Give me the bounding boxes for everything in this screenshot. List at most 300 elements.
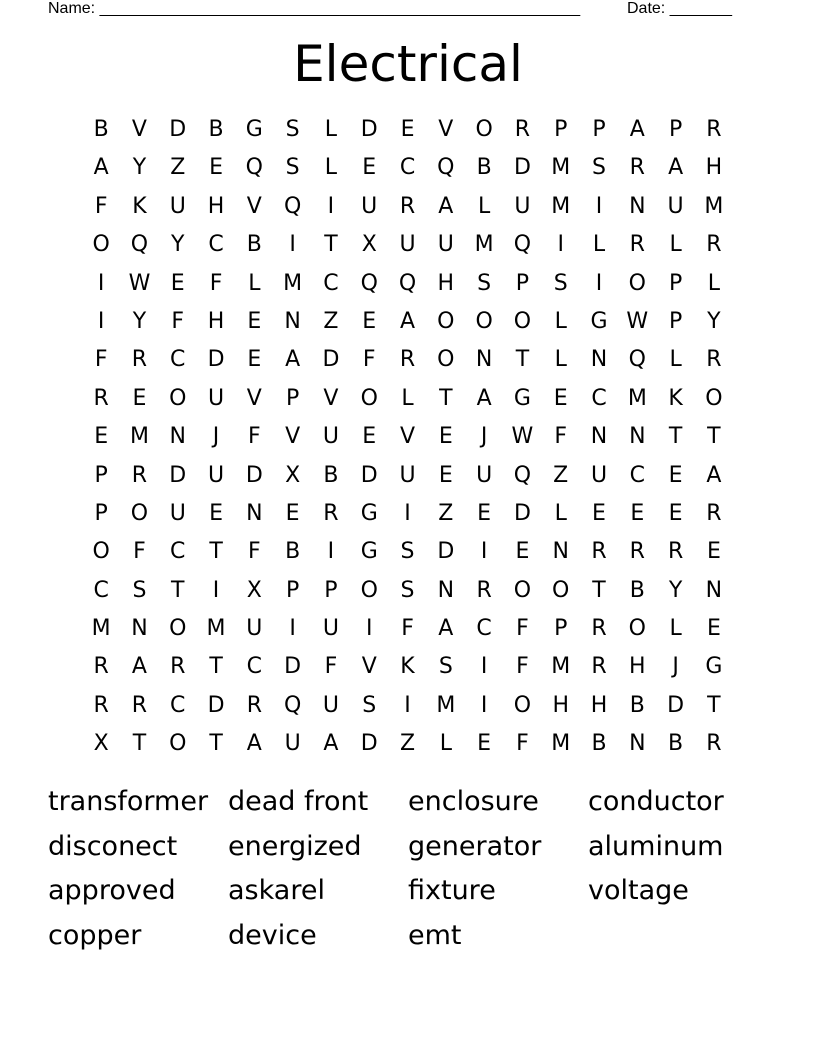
grid-letter: O bbox=[437, 308, 455, 334]
grid-letter: E bbox=[400, 117, 415, 142]
grid-letter: M bbox=[206, 616, 226, 642]
grid-letter: I bbox=[480, 539, 488, 565]
grid-letter: R bbox=[591, 539, 607, 565]
grid-letter: A bbox=[323, 731, 339, 757]
grid-letter: O bbox=[169, 731, 187, 757]
word-list-item: transformer bbox=[48, 786, 209, 817]
grid-letter: L bbox=[669, 232, 682, 258]
grid-letter: N bbox=[590, 424, 608, 450]
grid-letter: R bbox=[399, 193, 416, 219]
word-list-item: voltage bbox=[588, 875, 689, 907]
grid-letter: Z bbox=[399, 731, 416, 757]
grid-letter: U bbox=[322, 692, 339, 718]
grid-letter: D bbox=[322, 347, 340, 373]
grid-letter: R bbox=[667, 539, 684, 565]
grid-letter: O bbox=[513, 692, 532, 718]
grid-letter: P bbox=[592, 117, 606, 142]
grid-letter: H bbox=[705, 155, 723, 181]
word-list-item: askarel bbox=[228, 875, 325, 907]
grid-letter: M bbox=[474, 232, 494, 258]
grid-letter: L bbox=[477, 193, 491, 219]
grid-letter: P bbox=[285, 385, 300, 411]
grid-letter: A bbox=[668, 155, 684, 181]
grid-letter: L bbox=[324, 117, 338, 142]
grid-letter: I bbox=[480, 654, 488, 680]
grid-letter: P bbox=[554, 117, 568, 142]
grid-letter: U bbox=[590, 462, 608, 488]
grid-letter: I bbox=[404, 692, 411, 718]
grid-letter: S bbox=[285, 117, 300, 142]
grid-letter: C bbox=[208, 232, 224, 258]
grid-letter: U bbox=[399, 462, 416, 488]
grid-letter: L bbox=[248, 270, 261, 296]
grid-letter: B bbox=[629, 577, 645, 603]
grid-letter: U bbox=[284, 731, 301, 757]
grid-letter: O bbox=[92, 232, 110, 258]
grid-letter: R bbox=[170, 654, 186, 680]
grid-letter: S bbox=[400, 539, 415, 565]
grid-letter: G bbox=[360, 539, 378, 565]
grid-letter: O bbox=[475, 308, 493, 334]
grid-letter: P bbox=[324, 577, 338, 603]
grid-letter: Q bbox=[437, 155, 455, 181]
word-list-item: conductor bbox=[588, 786, 724, 817]
grid-letter: H bbox=[629, 654, 646, 680]
grid-letter: Y bbox=[132, 155, 147, 181]
grid-letter: C bbox=[170, 539, 186, 565]
word-list bbox=[48, 782, 768, 960]
grid-letter: O bbox=[705, 385, 723, 411]
grid-letter: R bbox=[131, 462, 148, 488]
grid-letter: K bbox=[400, 654, 415, 680]
grid-letter: U bbox=[207, 462, 225, 488]
grid-letter: N bbox=[131, 616, 148, 642]
name-field-label: Name: ______________________________________________________ bbox=[48, 0, 581, 17]
grid-letter: X bbox=[93, 731, 109, 757]
grid-letter: P bbox=[668, 117, 683, 142]
grid-letter: O bbox=[513, 308, 532, 334]
grid-letter: D bbox=[360, 117, 378, 142]
grid-letter: P bbox=[94, 462, 108, 488]
grid-letter: I bbox=[595, 270, 603, 296]
grid-letter: O bbox=[628, 270, 646, 296]
grid-letter: L bbox=[401, 385, 414, 411]
word-list-item: enclosure bbox=[408, 786, 539, 817]
grid-letter: S bbox=[362, 692, 377, 718]
grid-letter: D bbox=[513, 500, 531, 526]
grid-letter: N bbox=[705, 577, 723, 603]
grid-letter: R bbox=[706, 232, 722, 258]
grid-letter: E bbox=[209, 155, 223, 181]
grid-letter: C bbox=[591, 385, 607, 411]
grid-letter: S bbox=[553, 270, 568, 296]
grid-letter: U bbox=[246, 616, 263, 642]
grid-letter: P bbox=[94, 500, 108, 526]
grid-letter: C bbox=[399, 155, 416, 181]
grid-letter: G bbox=[513, 385, 531, 411]
grid-letter: B bbox=[668, 731, 684, 757]
grid-letter: U bbox=[399, 232, 416, 258]
grid-letter: C bbox=[246, 654, 263, 680]
grid-letter: E bbox=[668, 462, 683, 488]
grid-letter: A bbox=[438, 193, 454, 219]
grid-letter: P bbox=[668, 270, 683, 296]
grid-letter: R bbox=[246, 692, 262, 718]
grid-letter: B bbox=[246, 232, 262, 258]
word-list-item: dead front bbox=[228, 786, 369, 817]
grid-letter: R bbox=[706, 500, 722, 526]
grid-letter: N bbox=[246, 500, 263, 526]
grid-letter: T bbox=[209, 731, 223, 757]
grid-letter: N bbox=[475, 347, 493, 373]
grid-letter: J bbox=[212, 424, 220, 450]
word-list-item: approved bbox=[48, 875, 176, 907]
grid-letter: C bbox=[93, 577, 109, 603]
grid-letter: X bbox=[285, 462, 301, 488]
grid-letter: E bbox=[94, 424, 109, 450]
grid-letter: S bbox=[400, 577, 415, 603]
grid-letter: O bbox=[513, 577, 532, 603]
grid-letter: N bbox=[629, 193, 646, 219]
grid-letter: F bbox=[94, 193, 108, 219]
grid-letter: S bbox=[477, 270, 492, 296]
grid-letter: P bbox=[285, 577, 300, 603]
grid-letter: I bbox=[365, 616, 373, 642]
grid-letter: R bbox=[629, 232, 645, 258]
grid-letter: U bbox=[476, 462, 493, 488]
grid-letter: L bbox=[554, 347, 567, 373]
grid-letter: E bbox=[706, 616, 721, 642]
grid-letter: B bbox=[93, 117, 109, 142]
grid-letter: O bbox=[169, 385, 187, 411]
grid-letter: T bbox=[707, 692, 721, 718]
grid-letter: I bbox=[289, 232, 296, 258]
grid-letter: V bbox=[246, 385, 262, 411]
grid-letter: B bbox=[285, 539, 301, 565]
grid-letter: B bbox=[476, 155, 492, 181]
grid-letter: E bbox=[362, 308, 377, 334]
grid-letter: H bbox=[590, 692, 608, 718]
grid-letter: R bbox=[706, 347, 722, 373]
grid-letter: A bbox=[246, 731, 262, 757]
grid-letter: E bbox=[285, 500, 300, 526]
grid-letter: L bbox=[554, 308, 567, 334]
grid-letter: C bbox=[629, 462, 645, 488]
grid-letter: F bbox=[324, 654, 338, 680]
word-list-item: disconect bbox=[48, 830, 178, 862]
grid-letter: A bbox=[629, 117, 645, 142]
grid-letter: T bbox=[592, 577, 606, 603]
grid-letter: E bbox=[668, 500, 683, 526]
grid-letter: K bbox=[132, 193, 147, 219]
grid-letter: G bbox=[360, 500, 378, 526]
grid-letter: T bbox=[324, 232, 338, 258]
grid-letter: Y bbox=[668, 577, 683, 603]
grid-letter: R bbox=[399, 347, 416, 373]
grid-letter: U bbox=[322, 424, 339, 450]
grid-letter: A bbox=[131, 654, 147, 680]
grid-letter: T bbox=[515, 347, 530, 373]
grid-letter: E bbox=[553, 385, 568, 411]
word-list-item: device bbox=[228, 919, 317, 951]
grid-letter: R bbox=[629, 155, 645, 181]
grid-letter: T bbox=[171, 577, 185, 603]
grid-letter: I bbox=[404, 500, 411, 526]
grid-letter: G bbox=[590, 308, 608, 334]
grid-letter: I bbox=[212, 577, 220, 603]
grid-letter: E bbox=[247, 347, 262, 373]
grid-letter: Z bbox=[438, 500, 454, 526]
grid-letter: E bbox=[209, 500, 223, 526]
grid-letter: E bbox=[438, 424, 453, 450]
grid-letter: I bbox=[327, 539, 335, 565]
grid-letter: D bbox=[437, 539, 455, 565]
grid-letter: I bbox=[557, 232, 564, 258]
grid-letter: G bbox=[245, 117, 263, 142]
grid-letter: L bbox=[669, 616, 682, 642]
grid-letter: E bbox=[515, 539, 530, 565]
grid-letter: L bbox=[324, 155, 338, 181]
grid-letter: Y bbox=[171, 232, 185, 258]
letter-grid bbox=[82, 111, 732, 764]
grid-letter: F bbox=[401, 616, 414, 642]
grid-letter: T bbox=[707, 424, 721, 450]
grid-letter: F bbox=[554, 424, 568, 450]
grid-letter: R bbox=[629, 539, 645, 565]
grid-letter: J bbox=[672, 654, 679, 680]
grid-letter: R bbox=[706, 117, 722, 142]
grid-letter: P bbox=[554, 616, 568, 642]
grid-letter: Z bbox=[170, 155, 186, 181]
grid-letter: W bbox=[128, 270, 151, 296]
grid-letter: M bbox=[627, 385, 647, 411]
grid-letter: O bbox=[628, 616, 646, 642]
grid-letter: O bbox=[360, 385, 378, 411]
grid-letter: I bbox=[327, 193, 335, 219]
word-list-item: energized bbox=[228, 830, 362, 862]
grid-letter: S bbox=[285, 155, 300, 181]
grid-letter: B bbox=[629, 692, 645, 718]
grid-letter: M bbox=[91, 616, 111, 642]
grid-letter: U bbox=[169, 193, 186, 219]
grid-letter: M bbox=[704, 193, 724, 219]
grid-letter: P bbox=[668, 308, 683, 334]
grid-letter: E bbox=[362, 424, 377, 450]
grid-letter: E bbox=[170, 270, 185, 296]
grid-letter: Z bbox=[553, 462, 569, 488]
grid-letter: N bbox=[552, 539, 569, 565]
grid-letter: Q bbox=[360, 270, 378, 296]
grid-letter: H bbox=[437, 270, 455, 296]
grid-letter: U bbox=[437, 232, 454, 258]
grid-letter: Q bbox=[513, 232, 532, 258]
grid-letter: O bbox=[92, 539, 110, 565]
grid-letter: C bbox=[323, 270, 339, 296]
grid-letter: I bbox=[595, 193, 603, 219]
grid-letter: H bbox=[552, 692, 569, 718]
grid-letter: V bbox=[399, 424, 416, 450]
grid-letter: D bbox=[667, 692, 685, 718]
grid-letter: I bbox=[97, 270, 105, 296]
grid-letter: R bbox=[476, 577, 492, 603]
grid-letter: L bbox=[669, 347, 682, 373]
grid-letter: G bbox=[705, 654, 723, 680]
grid-letter: L bbox=[707, 270, 721, 296]
grid-letter: N bbox=[629, 424, 646, 450]
word-list-item: fixture bbox=[408, 875, 496, 907]
grid-letter: N bbox=[437, 577, 455, 603]
grid-letter: Q bbox=[628, 347, 646, 373]
grid-letter: C bbox=[170, 347, 186, 373]
grid-letter: O bbox=[437, 347, 455, 373]
grid-letter: Q bbox=[398, 270, 417, 296]
grid-letter: C bbox=[476, 616, 492, 642]
grid-letter: T bbox=[668, 424, 683, 450]
grid-letter: B bbox=[323, 462, 339, 488]
grid-letter: S bbox=[592, 155, 606, 181]
grid-letter: U bbox=[207, 385, 225, 411]
grid-letter: X bbox=[246, 577, 262, 603]
grid-letter: R bbox=[131, 347, 148, 373]
grid-letter: O bbox=[475, 117, 493, 142]
grid-letter: N bbox=[590, 347, 608, 373]
grid-letter: J bbox=[480, 424, 488, 450]
grid-letter: R bbox=[93, 692, 109, 718]
grid-letter: D bbox=[207, 692, 225, 718]
grid-letter: A bbox=[285, 347, 301, 373]
grid-letter: D bbox=[245, 462, 263, 488]
grid-letter: E bbox=[630, 500, 645, 526]
grid-letter: F bbox=[94, 347, 108, 373]
grid-letter: E bbox=[438, 462, 453, 488]
grid-letter: D bbox=[284, 654, 302, 680]
grid-letter: B bbox=[591, 731, 607, 757]
grid-letter: R bbox=[591, 616, 607, 642]
grid-letter: F bbox=[362, 347, 376, 373]
grid-letter: D bbox=[513, 155, 531, 181]
grid-letter: R bbox=[323, 500, 339, 526]
grid-letter: M bbox=[551, 193, 571, 219]
grid-letter: A bbox=[476, 385, 492, 411]
word-list-item: copper bbox=[48, 919, 142, 951]
grid-letter: F bbox=[133, 539, 146, 565]
grid-letter: M bbox=[551, 731, 571, 757]
grid-letter: V bbox=[285, 424, 301, 450]
grid-letter: L bbox=[439, 731, 452, 757]
grid-letter: F bbox=[516, 731, 529, 757]
grid-letter: N bbox=[169, 424, 186, 450]
grid-letter: M bbox=[551, 155, 571, 181]
grid-letter: A bbox=[438, 616, 454, 642]
grid-letter: V bbox=[361, 654, 377, 680]
grid-letter: H bbox=[207, 308, 225, 334]
word-list-item: emt bbox=[408, 919, 462, 951]
grid-letter: O bbox=[552, 577, 570, 603]
grid-letter: R bbox=[93, 385, 109, 411]
grid-letter: E bbox=[132, 385, 147, 411]
grid-letter: I bbox=[97, 308, 105, 334]
grid-letter: D bbox=[360, 462, 378, 488]
grid-letter: L bbox=[592, 232, 606, 258]
grid-letter: Y bbox=[132, 308, 147, 334]
grid-letter: S bbox=[132, 577, 147, 603]
grid-letter: R bbox=[93, 654, 109, 680]
grid-letter: Z bbox=[323, 308, 339, 334]
grid-letter: Y bbox=[707, 308, 721, 334]
grid-letter: F bbox=[209, 270, 223, 296]
grid-letter: O bbox=[360, 577, 378, 603]
grid-letter: E bbox=[477, 500, 492, 526]
grid-letter: W bbox=[626, 308, 649, 334]
grid-letter: Q bbox=[513, 462, 532, 488]
grid-letter: E bbox=[477, 731, 492, 757]
grid-letter: B bbox=[208, 117, 224, 142]
grid-letter: N bbox=[284, 308, 301, 334]
grid-letter: A bbox=[93, 155, 109, 181]
grid-letter: V bbox=[438, 117, 454, 142]
grid-letter: T bbox=[209, 654, 223, 680]
grid-letter: I bbox=[480, 692, 488, 718]
grid-letter: V bbox=[131, 117, 147, 142]
grid-letter: M bbox=[283, 270, 303, 296]
grid-letter: V bbox=[246, 193, 262, 219]
grid-letter: S bbox=[438, 654, 453, 680]
grid-letter: H bbox=[207, 193, 225, 219]
grid-letter: L bbox=[554, 500, 567, 526]
grid-letter: F bbox=[248, 424, 261, 450]
grid-letter: Q bbox=[130, 232, 149, 258]
grid-letter: R bbox=[706, 731, 722, 757]
grid-letter: U bbox=[361, 193, 378, 219]
grid-letter: V bbox=[323, 385, 339, 411]
grid-letter: U bbox=[514, 193, 531, 219]
grid-letter: D bbox=[207, 347, 225, 373]
date-field-label: Date: _______ bbox=[627, 0, 732, 17]
header-line bbox=[48, 0, 740, 18]
grid-letter: E bbox=[362, 155, 377, 181]
grid-letter: U bbox=[169, 500, 186, 526]
grid-letter: C bbox=[170, 692, 186, 718]
grid-letter: F bbox=[516, 654, 529, 680]
grid-letter: R bbox=[131, 692, 148, 718]
grid-letter: U bbox=[322, 616, 339, 642]
grid-letter: F bbox=[171, 308, 185, 334]
grid-letter: P bbox=[515, 270, 530, 296]
grid-letter: X bbox=[361, 232, 377, 258]
word-list-item: generator bbox=[408, 830, 542, 862]
grid-letter: R bbox=[591, 654, 607, 680]
grid-letter: A bbox=[706, 462, 722, 488]
grid-letter: N bbox=[629, 731, 646, 757]
grid-letter: M bbox=[436, 692, 456, 718]
grid-letter: Q bbox=[283, 692, 302, 718]
grid-letter: W bbox=[511, 424, 534, 450]
grid-letter: R bbox=[514, 117, 531, 142]
grid-letter: D bbox=[169, 117, 187, 142]
grid-letter: O bbox=[130, 500, 149, 526]
grid-letter: M bbox=[551, 654, 571, 680]
grid-letter: F bbox=[248, 539, 261, 565]
grid-letter: A bbox=[399, 308, 416, 334]
grid-letter: O bbox=[169, 616, 187, 642]
grid-letter: E bbox=[247, 308, 262, 334]
grid-letter: D bbox=[360, 731, 378, 757]
page-title: Electrical bbox=[293, 35, 523, 93]
grid-letter: Q bbox=[283, 193, 302, 219]
grid-letter: T bbox=[439, 385, 453, 411]
grid-letter: Q bbox=[245, 155, 263, 181]
grid-letter: M bbox=[129, 424, 149, 450]
